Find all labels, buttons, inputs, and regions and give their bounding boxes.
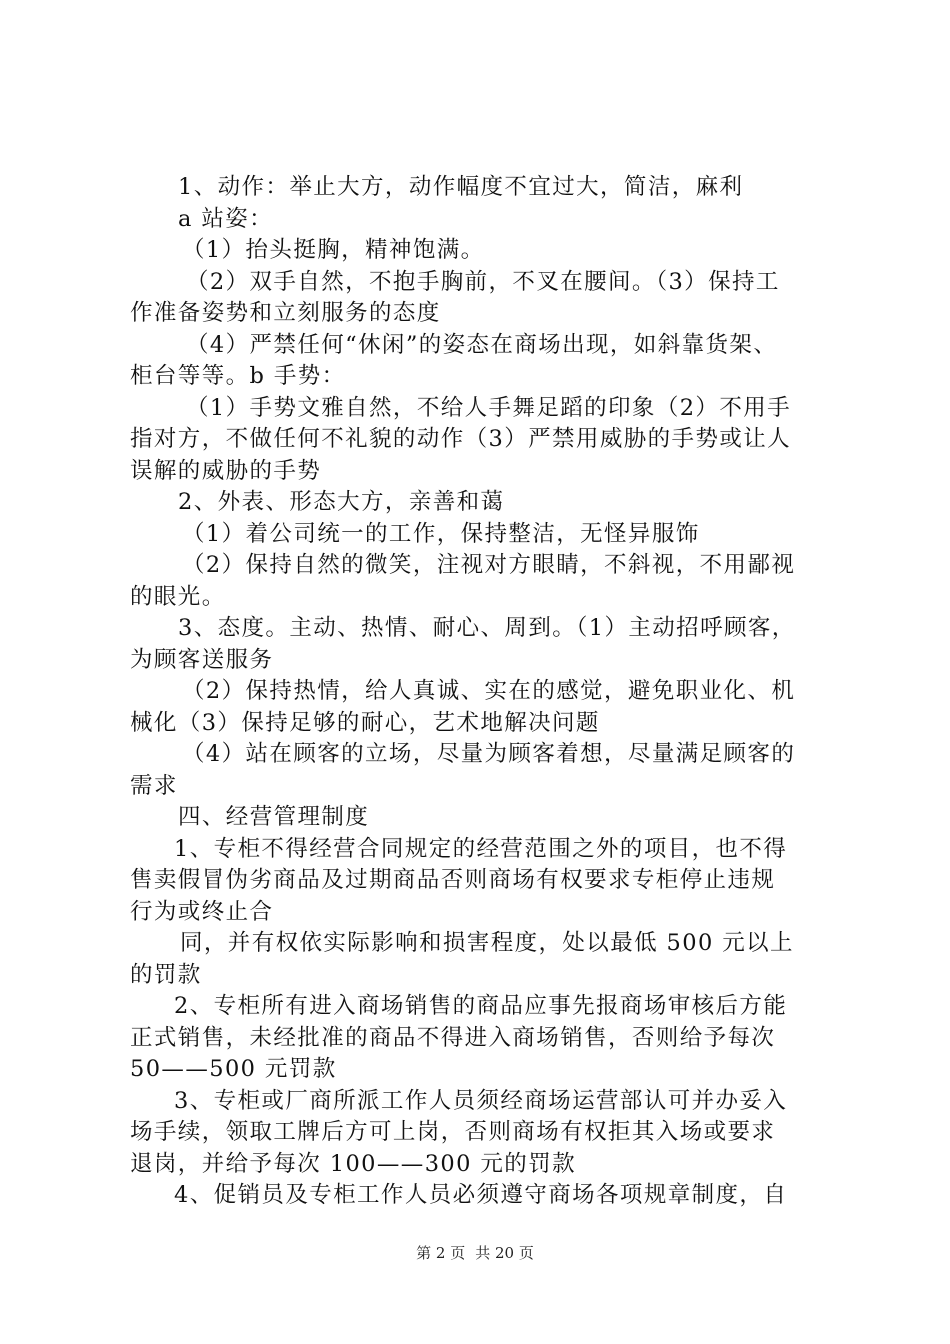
text-line: 误解的威胁的手势 <box>130 457 322 484</box>
text-line: 50——500 元罚款 <box>130 1056 337 1082</box>
text-line: 需求 <box>130 772 178 799</box>
text-line: 指对方，不做任何不礼貌的动作（3）严禁用威胁的手势或让人 <box>130 426 792 452</box>
text-line: 的罚款 <box>130 961 202 988</box>
text-line: 2、外表、形态大方，亲善和蔼 <box>178 489 505 515</box>
text-line: 的眼光。 <box>130 583 226 610</box>
text-line: 1、动作：举止大方，动作幅度不宜过大，简洁，麻利 <box>178 174 744 200</box>
text-line: 柜台等等。b 手势： <box>130 363 346 389</box>
text-line: a 站姿： <box>178 205 274 232</box>
text-line: （4）严禁任何“休闲”的姿态在商场出现，如斜靠货架、 <box>186 331 778 358</box>
text-line: 3、态度。主动、热情、耐心、周到。（1）主动招呼顾客， <box>178 615 796 641</box>
text-line: 正式销售，未经批准的商品不得进入商场销售，否则给予每次 <box>130 1024 776 1051</box>
text-line: 四、经营管理制度 <box>178 804 370 830</box>
text-line: 2、专柜所有进入商场销售的商品应事先报商场审核后方能 <box>174 993 788 1019</box>
text-line: （4）站在顾客的立场，尽量为顾客着想，尽量满足顾客的 <box>182 741 796 767</box>
text-line: 械化（3）保持足够的耐心，艺术地解决问题 <box>130 709 600 736</box>
text-line: （1）抬头挺胸，精神饱满。 <box>182 237 485 263</box>
page-total: 共 20 页 <box>475 1244 534 1262</box>
text-line: （1）手势文雅自然，不给人手舞足蹈的印象（2）不用手 <box>186 394 792 421</box>
text-line: 行为或终止合 <box>130 898 274 925</box>
text-line: 场手续，领取工牌后方可上岗，否则商场有权拒其入场或要求 <box>130 1119 776 1145</box>
text-line: 1、专柜不得经营合同规定的经营范围之外的项目，也不得 <box>174 835 788 862</box>
document-body <box>130 172 830 1212</box>
text-line: （2）保持热情，给人真诚、实在的感觉，避免职业化、机 <box>182 678 796 704</box>
page-footer <box>0 1242 950 1263</box>
page-number: 第 2 页 <box>416 1244 466 1262</box>
text-line: （2）保持自然的微笑，注视对方眼睛，不斜视，不用鄙视 <box>182 552 796 578</box>
text-line: （1）着公司统一的工作，保持整洁，无怪异服饰 <box>182 520 700 547</box>
text-line: 3、专柜或厂商所派工作人员须经商场运营部认可并办妥入 <box>174 1087 788 1114</box>
text-line: 售卖假冒伪劣商品及过期商品否则商场有权要求专柜停止违规 <box>130 867 776 893</box>
text-line: 同，并有权依实际影响和损害程度，处以最低 500 元以上 <box>180 930 794 956</box>
text-line: 作准备姿势和立刻服务的态度 <box>130 300 441 326</box>
text-line: 为顾客送服务 <box>130 646 274 673</box>
text-line: 4、促销员及专柜工作人员必须遵守商场各项规章制度，自 <box>174 1182 788 1208</box>
text-line: （2）双手自然，不抱手胸前，不叉在腰间。（3）保持工 <box>186 268 780 295</box>
text-line: 退岗，并给予每次 100——300 元的罚款 <box>130 1150 576 1177</box>
